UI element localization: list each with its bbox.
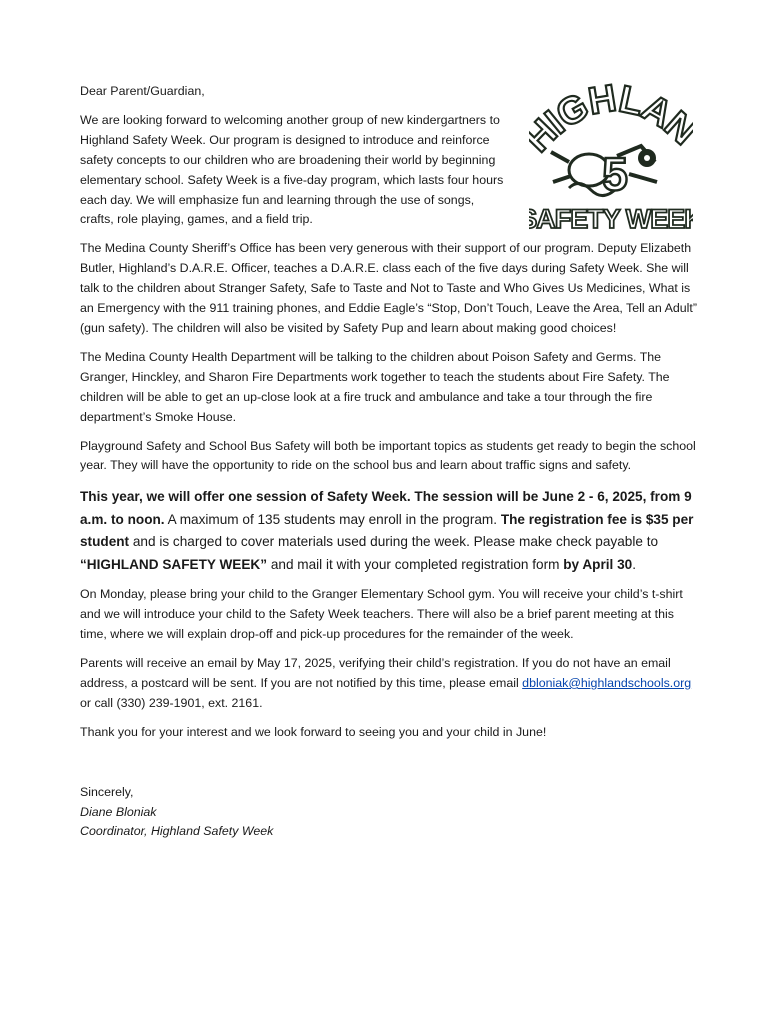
letter-body	[80, 82, 700, 842]
session-dates: This year, we will offer one session of Safety Week. The session will be June 2 - 6, 2025, from 9 a.m. to noon.	[80, 489, 692, 527]
enrollment-limit: A maximum of 135 students may enroll in the program.	[164, 511, 501, 527]
sheriff-paragraph: The Medina County Sheriff’s Office has been very generous with their support of our program. Deputy Elizabeth Butler, Highland’s D.A.R.E. Officer, teaches a D.A.R.E. class each of the five days during Safety Week. She will talk to the children about Stranger Safety, Safe to Taste and Not to Taste and Who Gives Us Medicines, What is an Emergency with the 911 training phones, and Eddie Eagle’s “Stop, Don’t Touch, Leave the Area, Tell an Adult” (gun safety). The children will also be visited by Safety Pup and learn about making good choices!	[80, 241, 697, 335]
intro-paragraph: We are looking forward to welcoming another group of new kindergartners to Highland Safety Week. Our program is designed to introduce and reinforce safety concepts to our children who are broadening their world by beginning elementary school. Safety Week is a five-day program, which lasts four hours each day. We will emphasize fun and learning through the use of songs, crafts, role playing, games, and a field trip.	[80, 112, 504, 227]
monday-paragraph: On Monday, please bring your child to the Granger Elementary School gym. You will receive your child’s t-shirt and we will introduce your child to the Safety Week teachers. There will also be a brief parent meeting at this time, where we will explain drop-off and pick-up procedures for the remainder of the week.	[80, 587, 683, 642]
health-fire-paragraph: The Medina County Health Department will be talking to the children about Poison Safety and Germs. The Granger, Hinckley, and Sharon Fire Departments work together to teach the students about Fire Safety. The children will be able to get an up-close look at a fire truck and ambulance and take a tour through the fire department’s Smoke House.	[80, 349, 670, 424]
signer-title: Coordinator, Highland Safety Week	[80, 824, 274, 839]
thank-you-paragraph: Thank you for your interest and we look forward to seeing you and your child in June!	[80, 724, 547, 739]
check-payee: “HIGHLAND SAFETY WEEK”	[80, 556, 268, 572]
logo-bottom-text: SAFETY WEE	[529, 204, 685, 234]
logo-number: 5	[602, 148, 628, 200]
notification-text: Parents will receive an email by May 17, 2025, verifying their child’s registration. If you do not have an email address, a postcard will be sent. If you are not notified by this time, please email	[80, 656, 671, 690]
mail-instructions: and mail it with your completed registration form	[267, 556, 564, 572]
phone-text: or call (330) 239-1901, ext. 2161.	[80, 695, 263, 710]
signature-block	[80, 783, 700, 843]
registration-deadline: by April 30	[563, 556, 633, 572]
registration-fee: The registration fee is $35 per student	[80, 511, 694, 550]
signer-name: Diane Bloniak	[80, 804, 157, 819]
playground-bus-paragraph: Playground Safety and School Bus Safety will both be important topics as students get ready to begin the school year. They will have the opportunity to ride on the school bus and learn about traffic signs and safety.	[80, 438, 696, 473]
notification-paragraph	[80, 654, 700, 714]
closing: Sincerely,	[80, 784, 134, 799]
logo-top-text: IGHLA	[537, 78, 679, 143]
fee-explanation: and is charged to cover materials used during the week. Please make check payable to	[129, 534, 659, 550]
period: .	[632, 556, 636, 572]
greeting: Dear Parent/Guardian,	[80, 84, 205, 98]
session-details-paragraph	[80, 486, 700, 576]
email-link[interactable]: dbloniak@highlandschools.org	[522, 675, 692, 690]
